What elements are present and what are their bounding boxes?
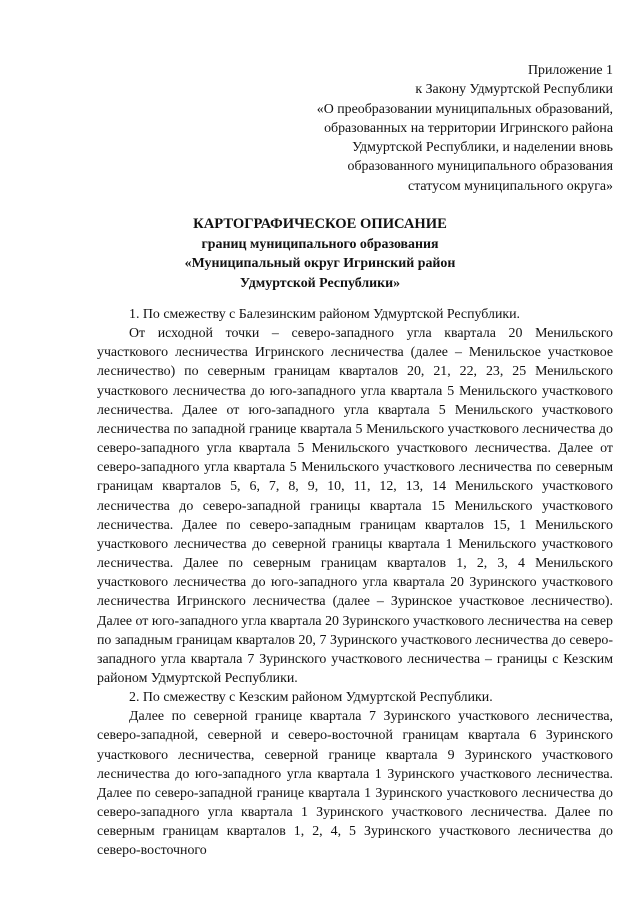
annex-line: Приложение 1 <box>528 63 613 78</box>
document-body <box>97 305 613 861</box>
annex-line: «О преобразовании муниципальных образований, <box>316 101 613 117</box>
section-title: 2. По смежеству с Кезским районом Удмуртской Республики. <box>129 690 493 706</box>
annex-line: образованных на территории Игринского района <box>324 120 613 136</box>
document-title: КАРТОГРАФИЧЕСКОЕ ОПИСАНИЕ <box>193 216 447 232</box>
document-subtitle: границ муниципального образования <box>201 236 439 252</box>
annex-line: к Закону Удмуртской Республики <box>415 82 613 98</box>
document-subtitle: «Муниципальный округ Игринский район <box>184 256 456 271</box>
section-title: 1. По смежеству с Балезинским районом Удмуртской Республики. <box>129 307 521 322</box>
annex-header <box>253 61 613 196</box>
section-paragraph: Далее по северной границе квартала 7 Зуринского участкового лесничества, северо-западной, северной и северо-восточной границам квартала 6 Зуринского участкового лесничества, северной границе квартала 9 Зуринского участкового лесничества до юго-западного угла квартала 1 Зуринского участкового лесничества. Далее по северо-западной границе квартала 1 Зуринского участкового лесничества до северо-западного угла квартала 1 Зуринского участкового лесничества. Далее по северным границам кварталов 1, 2, 4, 5 Зуринского участкового лесничества до северо-восточного <box>97 709 613 859</box>
document-heading <box>60 215 580 293</box>
annex-line: статусом муниципального округа» <box>408 178 613 194</box>
section-paragraph: От исходной точки – северо-западного угла квартала 20 Менильского участкового лесничества Игринского лесничества (далее – Менильское участковое лесничество) по северным границам кварталов 20, 21, 22, 23, 25 Менильского участкового лесничества до юго-западного угла квартала 5 Менильского участкового лесничества. Далее от юго-западного угла квартала 5 Менильского участкового лесничества по западной границе квартала 5 Менильского участкового лесничества до северо-западного угла квартала 5 Менильского участкового лесничества. Далее от северо-западного угла квартала 5 Менильского участкового лесничества по северным границам кварталов 5, 6, 7, 8, 9, 10, 11, 12, 13, 14 Менильского участкового лесничества до северо-западной границы квартала 15 Менильского участкового лесничества. Далее по северо-западным границам кварталов 15, 1 Менильского участкового лесничества до северной границы квартала 1 Менильского участкового лесничества. Далее по северным границам кварталов 1, 2, 3, 4 Менильского участкового лесничества до юго-западного угла квартала 20 Зуринского участкового лесничества Игринского лесничества (далее – Зуринское участковое лесничество). Далее от юго-западного угла квартала 20 Зуринского участкового лесничества на север по западным границам кварталов 20, 7 Зуринского участкового лесничества до северо-западного угла квартала 7 Зуринского участкового лесничества – границы с Кезским районом Удмуртской Республики. <box>97 326 613 686</box>
annex-line: Удмуртской Республики, и наделении вновь <box>352 140 613 156</box>
document-subtitle: Удмуртской Республики» <box>239 275 401 291</box>
annex-line: образованного муниципального образования <box>347 159 613 175</box>
